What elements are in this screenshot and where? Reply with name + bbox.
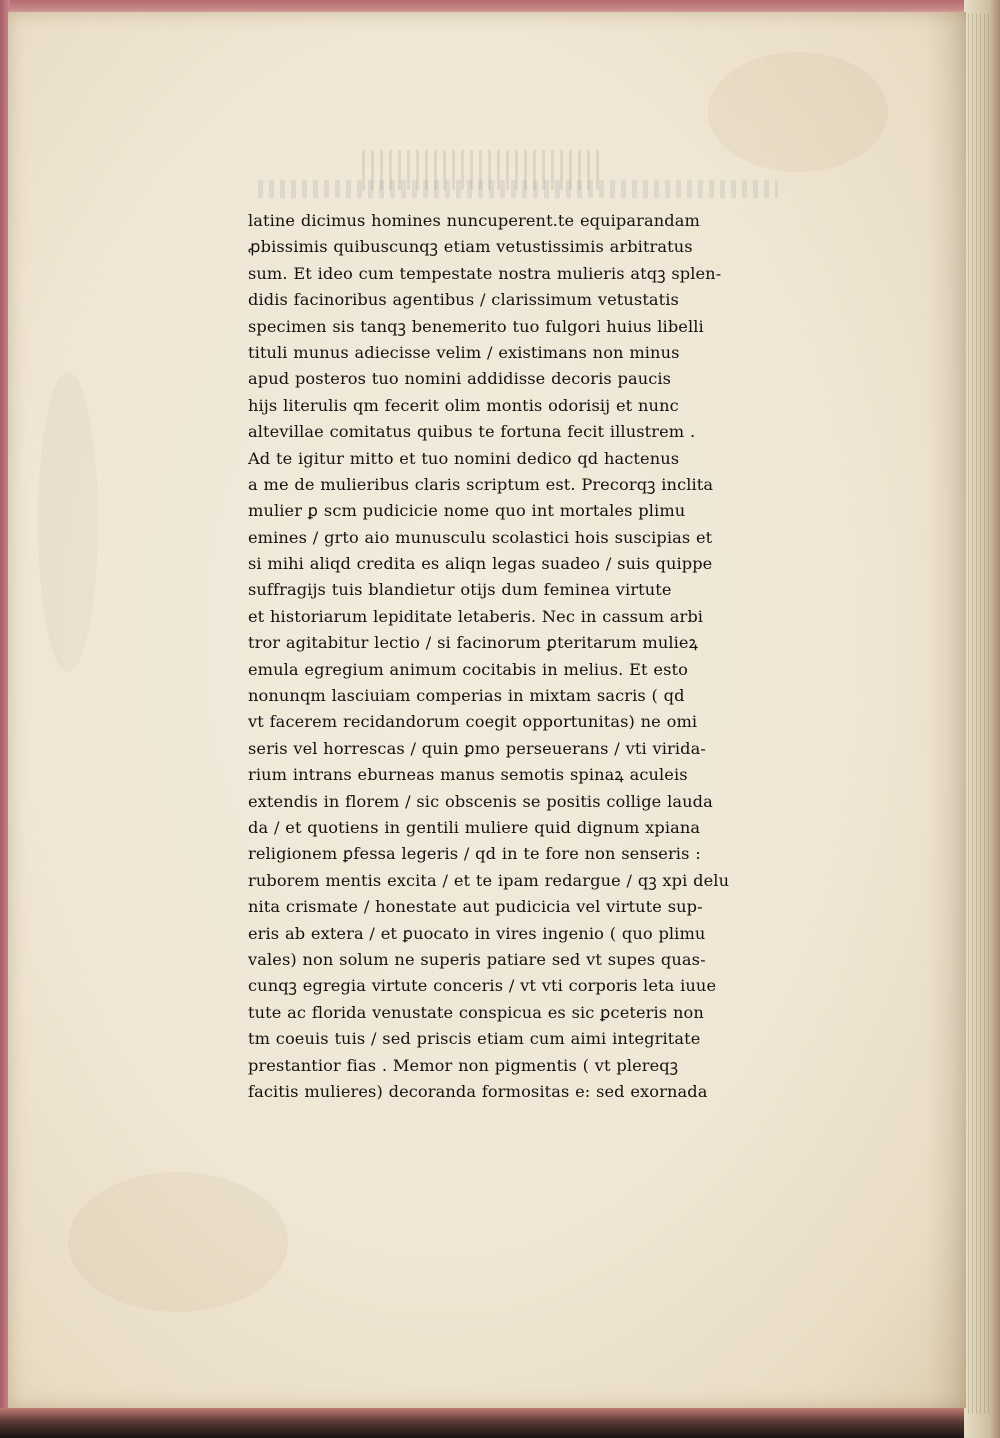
paper-stain: [708, 52, 888, 172]
text-line: cunqꝫ egregia virtute conceris / vt vti corporis leta iuue: [248, 976, 717, 996]
text-line: ꝓbissimis quibuscunqꝫ etiam vetustissimis arbitratus: [248, 237, 693, 257]
text-line: mulier ꝑ scm pudicicie nome quo int mortales plimu: [248, 501, 686, 521]
text-line: emula egregium animum cocitabis in melius. Et esto: [248, 659, 688, 679]
page-edges-right: [964, 0, 1000, 1438]
text-line: didis facinoribus agentibus / clarissimum vetustatis: [248, 290, 679, 310]
page-stack-lines: [968, 14, 990, 1414]
paper-stain: [38, 372, 98, 672]
text-line: et historiarum lepiditate letaberis. Nec in cassum arbi: [248, 606, 704, 626]
text-line: da / et quotiens in gentili muliere quid dignum xpiana: [248, 817, 701, 837]
text-line: ruborem mentis excita / et te ipam redargue / qꝫ xpi delu: [248, 870, 730, 890]
text-line: sum. Et ideo cum tempestate nostra mulieris atqꝫ splen-: [248, 263, 722, 283]
text-line: eris ab extera / et ꝑuocato in vires ingenio ( quo plimu: [248, 923, 706, 943]
text-line: vales) non solum ne superis patiare sed vt supes quas-: [248, 949, 706, 969]
offset-ink-trace: [258, 180, 778, 198]
text-line: religionem ꝑfessa legeris / qd in te fore non senseris :: [248, 844, 701, 864]
text-line: seris vel horrescas / quin ꝑmo perseuerans / vti virida-: [248, 738, 706, 758]
incunabula-text-block: [248, 208, 778, 1105]
text-line: rium intrans eburneas manus semotis spinaꝝ aculeis: [248, 765, 688, 785]
text-line: suffragijs tuis blandietur otijs dum feminea virtute: [248, 580, 672, 600]
text-line: emines / grto aio munusculu scolastici hois suscipias et: [248, 527, 713, 547]
text-line: Ad te igitur mitto et tuo nomini dedico qd hactenus: [248, 448, 680, 468]
binding-cover-bottom: [0, 1408, 1000, 1438]
text-line: tror agitabitur lectio / si facinorum ꝑteritarum mulieꝝ: [248, 633, 699, 653]
text-line: tm coeuis tuis / sed priscis etiam cum aimi integritate: [248, 1029, 701, 1049]
text-line: si mihi aliqd credita es aliqn legas suadeo / suis quippe: [248, 554, 713, 574]
paper-stain: [68, 1172, 288, 1312]
text-line: altevillae comitatus quibus te fortuna fecit illustrem .: [248, 422, 696, 442]
text-line: extendis in florem / sic obscenis se positis collige lauda: [248, 791, 713, 811]
text-line: nonunqm lasciuiam comperias in mixtam sacris ( qd: [248, 686, 685, 706]
text-line: vt facerem recidandorum coegit opportunitas) ne omi: [248, 712, 698, 732]
text-line: tute ac florida venustate conspicua es sic ꝑceteris non: [248, 1002, 704, 1022]
text-line: a me de mulieribus claris scriptum est. Precorqꝫ inclita: [248, 474, 714, 494]
gutter-shadow: [926, 12, 966, 1408]
text-line: latine dicimus homines nuncuperent.te equiparandam: [248, 211, 700, 230]
text-line: hijs literulis qm fecerit olim montis odorisij et nunc: [248, 395, 679, 415]
text-line: apud posteros tuo nomini addidisse decoris paucis: [248, 369, 672, 389]
text-line: tituli munus adiecisse velim / existimans non minus: [248, 342, 680, 362]
text-line: specimen sis tanqꝫ benemerito tuo fulgori huius libelli: [248, 316, 704, 336]
text-line: nita crismate / honestate aut pudicicia vel virtute sup-: [248, 897, 703, 917]
text-line: prestantior fias . Memor non pigmentis ( vt plereqꝫ: [248, 1055, 679, 1075]
text-line: facitis mulieres) decoranda formositas e: sed exornada: [248, 1081, 708, 1101]
